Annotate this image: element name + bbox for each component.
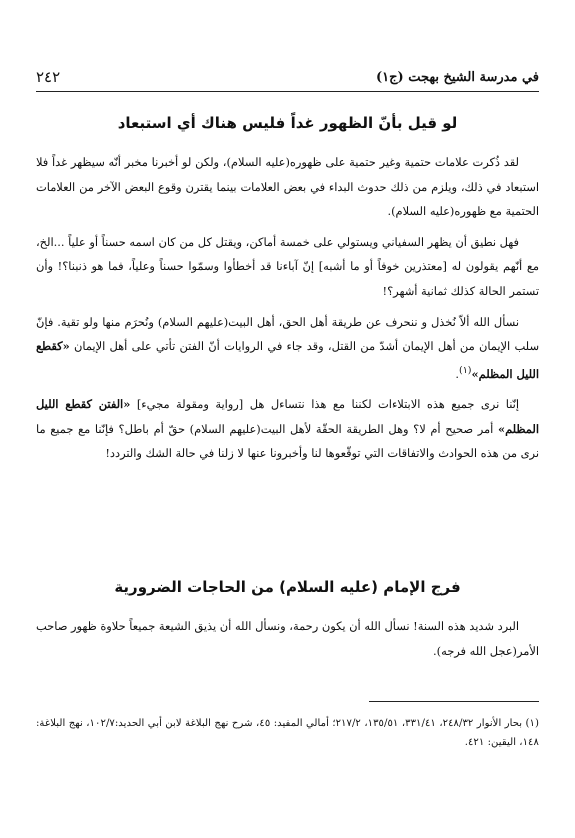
- paragraph-5: البرد شديد هذه السنة! نسأل الله أن يكون رحمة، ونسأل الله أن يذيق الشيعة جميعاً حلاوة ظهور صاحب الأمر(عجل الله فرجه).: [36, 619, 539, 658]
- quote-dark-night: «كقطع الليل المظلم»: [36, 339, 539, 381]
- paragraph-4-text-a: إنّنا نرى جميع هذه الابتلاءات لكننا مع هذا نتساءل هل [رواية ومقولة مجيء]: [130, 397, 519, 412]
- paragraph-1: لقد ذُكرت علامات حتمية وغير حتمية على ظهوره(عليه السلام)، ولكن لو أخبرنا مخبر أنّه سيظهر غداً فلا استبعاد في ذلك، ويلزم من ذلك حدوث البداء في بعض العلامات بينما يقترن وقوع البعض الآخر من العلامات الحتمية مع ظهوره(عليه السلام).: [36, 155, 539, 219]
- paragraph-4-text-b: أمر صحيح أم لا؟ وهل الطريقة الحقّة لأهل البيت(عليهم السلام) حقّ أم باطل؟ فإنّنا مع جميع ما نرى من هذه الحوادث والاتفاقات التي توقّعوها لنا وأخبرونا عنها لا زلنا في حالة الشك والتردد!: [36, 421, 539, 461]
- paragraph-2: فهل نطيق أن يظهر السفياني ويستولي على خمسة أماكن، ويقتل كل من كان اسمه حسناً أو علياً ...الخ، مع أنّهم يقولون له [معتذرين خوفاً أو ما أشبه] إنّ آباءنا قد أخطأوا وسمّوا حسناً وعلياً، فما هو ذنبنا؟! وأن تستمر الحالة كذلك ثمانية أشهر؟!: [36, 234, 539, 298]
- paragraph-3-text: نسأل الله ألاّ نُخذل و ننحرف عن طريقة أهل الحق، أهل البيت(عليهم السلام) ونُحرَم منها ولو تقية. فإنّ سلب الإيمان من أهل الإيمان أشدّ من القتل، وقد جاء في الروايات أنّ الفتن تأتي على أهل الإيمان: [36, 314, 539, 354]
- section-body-1: [36, 150, 539, 472]
- footnote-1: (١) بحار الأنوار ٢٤٨/٣٢، ٣٣١/٤١، ١٣٥/٥١، ٢١٧/٢؛ أمالي المفيد: ٤٥، شرح نهج البلاغة لابن أبي الحديد:١٠٢/٧، نهج البلاغة: ١٤٨، اليقين: ٤٢١.: [36, 718, 539, 748]
- paragraph-3: [36, 310, 539, 387]
- running-title: في مدرسة الشيخ بهجت (ج١): [375, 69, 539, 85]
- running-header: [36, 66, 539, 88]
- footnote-marker: (١): [458, 364, 472, 376]
- quote-fitan: «الفتن كقطع الليل المظلم»: [36, 397, 539, 436]
- section-heading-1: لو قيل بأنّ الظهور غداً فليس هناك أي استبعاد: [117, 114, 458, 132]
- section-heading-2: فرج الإمام (عليه السلام) من الحاجات الضرورية: [114, 578, 461, 596]
- paragraph-4: [36, 392, 539, 466]
- footnotes: [36, 714, 539, 752]
- section-body-2: [36, 614, 539, 669]
- page-number: ٢٤٢: [36, 68, 61, 86]
- footnote-separator: [369, 701, 539, 702]
- paragraph-3-end: .: [455, 366, 459, 381]
- header-rule: [36, 91, 539, 92]
